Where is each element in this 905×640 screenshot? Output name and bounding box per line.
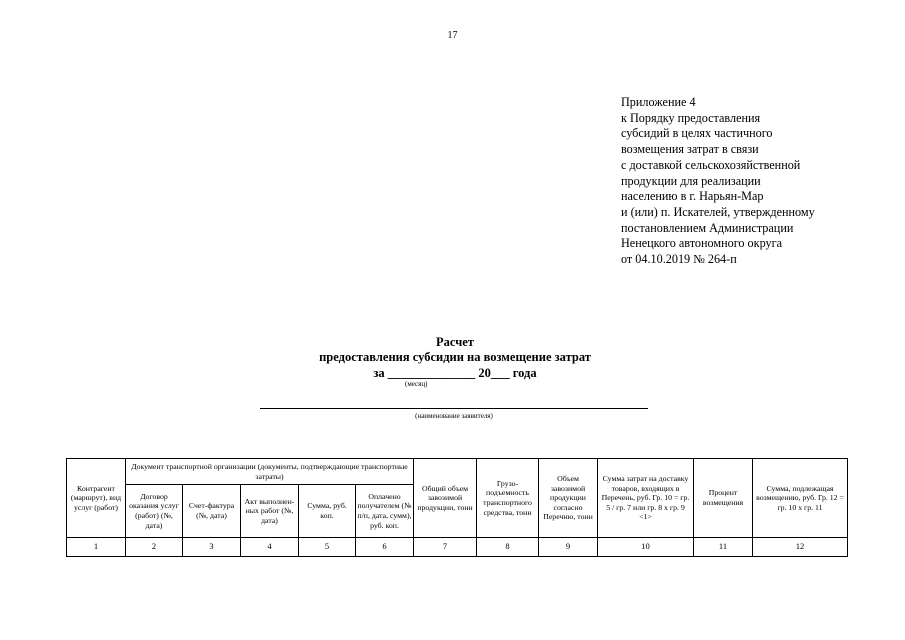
column-number: 4 xyxy=(241,538,299,557)
column-number: 2 xyxy=(126,538,183,557)
column-number: 1 xyxy=(67,538,126,557)
column-number: 3 xyxy=(183,538,241,557)
col-capacity-header: Грузо-подъемность транспортного средства, тонн xyxy=(477,459,539,538)
document-title xyxy=(250,335,660,365)
page-number: 17 xyxy=(447,30,458,41)
col-reimbursement-header: Сумма, подлежащая возмещению, руб. Гр. 12 = гр. 10 x гр. 11 xyxy=(753,459,848,538)
col-paid-header: Оплачено получателем (№ п/п, дата, сумм), руб. коп. xyxy=(356,485,414,538)
appendix-line: Ненецкого автономного округа xyxy=(621,236,783,251)
col-group-transport-docs-header: Документ транспортной организации (документы, подтверждающие транспортные затраты) xyxy=(126,459,414,485)
appendix-line: населению в г. Нарьян-Мар xyxy=(621,189,764,204)
col-contract-header: Договор оказания услуг (работ) (№, дата) xyxy=(126,485,183,538)
appendix-line: Приложение 4 xyxy=(621,95,696,109)
column-number: 7 xyxy=(414,538,477,557)
month-caption: (месяц) xyxy=(405,380,428,388)
applicant-caption: (наименование заявителя) xyxy=(415,412,493,420)
appendix-line: от 04.10.2019 № 264-п xyxy=(621,252,737,267)
column-numbers-row xyxy=(67,538,848,557)
period-line: за ______________ 20___ года xyxy=(373,366,537,380)
col-counterparty-header: Контрагент (маршрут), вид услуг (работ) xyxy=(67,459,126,538)
column-number: 5 xyxy=(299,538,356,557)
appendix-line: постановлением Администрации xyxy=(621,220,794,235)
appendix-line: к Порядку предоставления xyxy=(621,110,761,125)
appendix-line: возмещения затрат в связи xyxy=(621,142,759,157)
appendix-line: с доставкой сельскохозяйственной xyxy=(621,157,801,172)
col-percent-header: Процент возмещения xyxy=(694,459,753,538)
col-invoice-header: Счет-фактура (№, дата) xyxy=(183,485,241,538)
column-number: 8 xyxy=(477,538,539,557)
col-total-volume-header: Общий объем завозимой продукции, тонн xyxy=(414,459,477,538)
title-line-1: Расчет xyxy=(436,335,474,349)
col-act-header: Акт выполнен-ных работ (№, дата) xyxy=(241,485,299,538)
column-number: 10 xyxy=(598,538,694,557)
calculation-table xyxy=(66,458,848,557)
appendix-line: и (или) п. Искателей, утвержденному xyxy=(621,204,815,219)
column-number: 6 xyxy=(356,538,414,557)
title-line-2: предоставления субсидии на возмещение затрат xyxy=(319,350,591,364)
column-number: 11 xyxy=(694,538,753,557)
col-delivery-cost-header: Сумма затрат на доставку товаров, входящих в Перечень, руб. Гр. 10 = гр. 5 / гр. 7 или гр. 8 x гр. 9 <1> xyxy=(598,459,694,538)
col-list-volume-header: Объем завозимой продукции согласно Перечню, тонн xyxy=(539,459,598,538)
applicant-underline xyxy=(260,408,648,409)
appendix-line: субсидий в целях частичного xyxy=(621,126,773,141)
header-row-1 xyxy=(67,459,848,485)
column-number: 12 xyxy=(753,538,848,557)
appendix-block xyxy=(621,95,881,268)
appendix-line: продукции для реализации xyxy=(621,173,761,188)
column-number: 9 xyxy=(539,538,598,557)
col-sum-header: Сумма, руб. коп. xyxy=(299,485,356,538)
